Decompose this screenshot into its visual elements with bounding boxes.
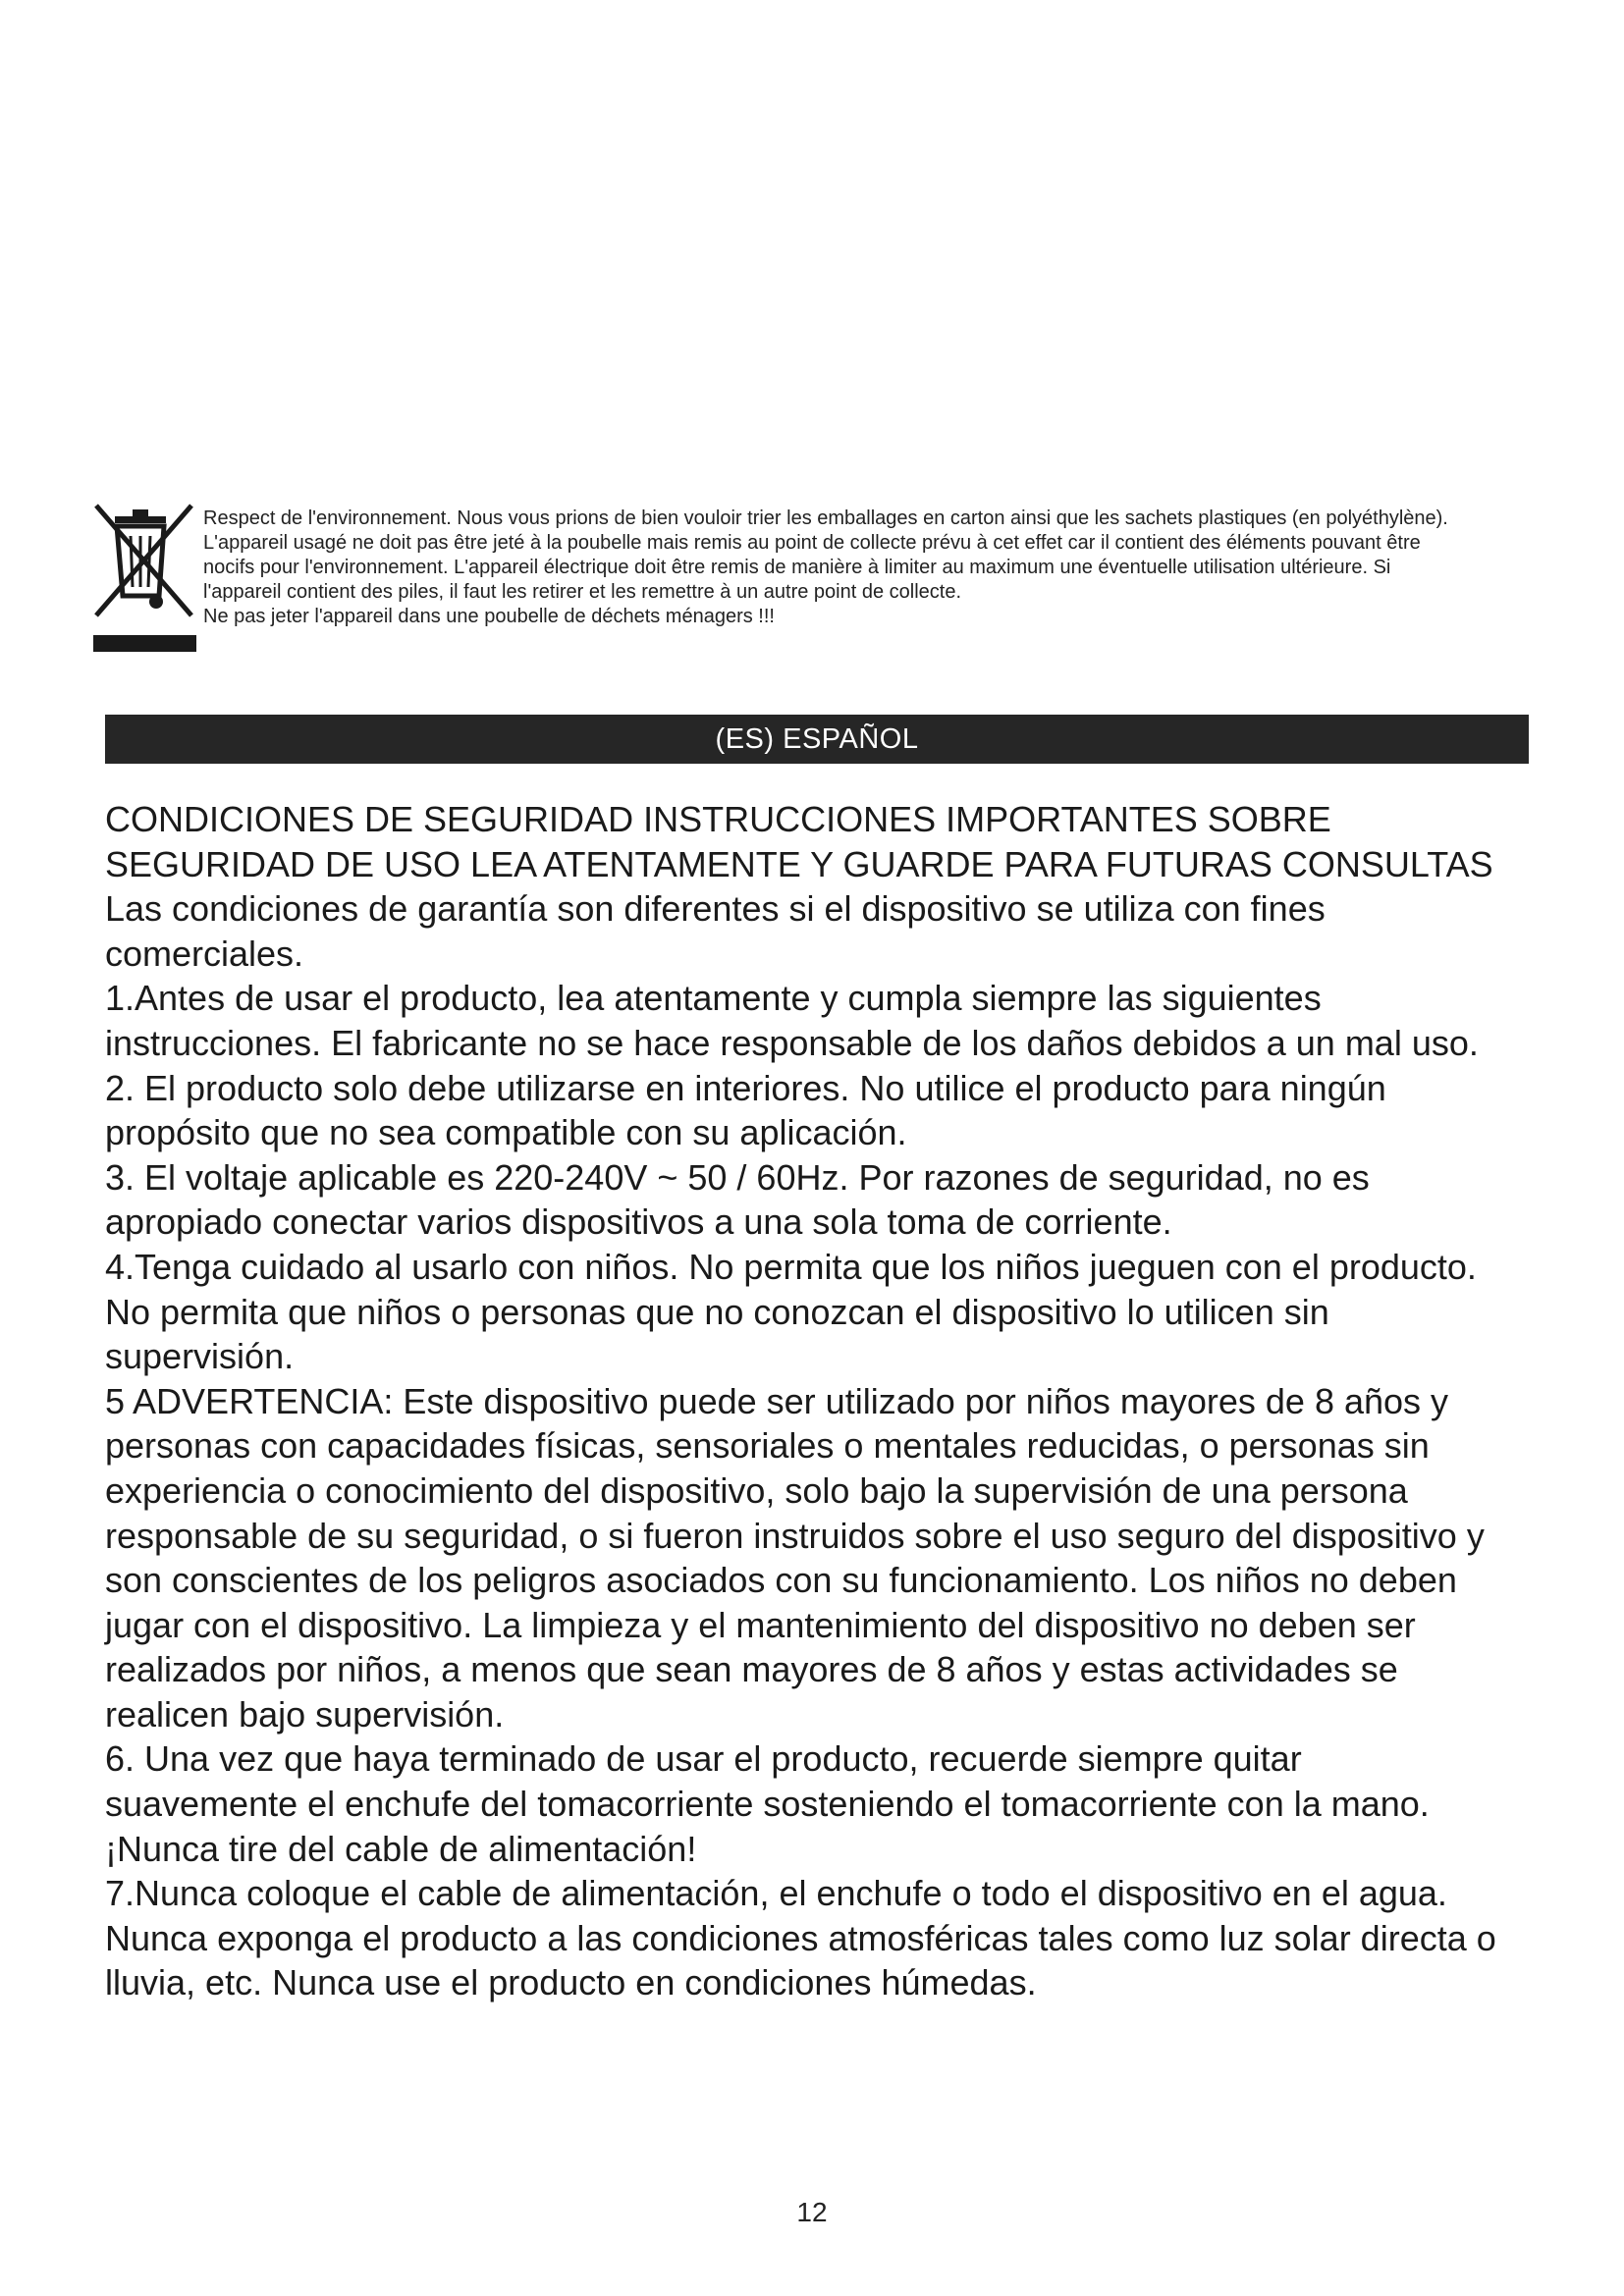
instruction-line: Nunca exponga el producto a las condiciones atmosféricas tales como luz solar directa o [105,1917,1496,1958]
instruction-line: realicen bajo supervisión. [105,1693,505,1735]
instruction-line: propósito que no sea compatible con su aplicación. [105,1112,907,1153]
env-line: Respect de l'environnement. Nous vous prions de bien vouloir trier les emballages en carton ainsi que les sachets plastiques (en polyéthylène). [203,507,1448,529]
instruction-line: suavemente el enchufe del tomacorriente sosteniendo el tomacorriente con la mano. [105,1784,1430,1825]
instruction-line: 6. Una vez que haya terminado de usar el producto, recuerde siempre quitar [105,1738,1302,1780]
instruction-line: comerciales. [105,933,304,974]
instruction-line: 2. El producto solo debe utilizarse en interiores. No utilice el producto para ningún [105,1067,1386,1108]
env-line: Ne pas jeter l'appareil dans une poubelle de déchets ménagers !!! [203,606,775,627]
safety-instructions [105,797,1529,2005]
safety-title-line: SEGURIDAD DE USO LEA ATENTAMENTE Y GUARDE PARA FUTURAS CONSULTAS [105,843,1493,884]
instruction-line: responsable de su seguridad, o si fueron instruidos sobre el uso seguro del dispositivo y [105,1515,1485,1556]
crossed-out-wheelie-bin-icon [93,503,196,655]
safety-title-line: CONDICIONES DE SEGURIDAD INSTRUCCIONES IMPORTANTES SOBRE [105,799,1331,839]
language-header-bar: (ES) ESPAÑOL [105,715,1529,764]
instruction-line: ¡Nunca tire del cable de alimentación! [105,1828,697,1869]
env-line: nocifs pour l'environnement. L'appareil électrique doit être remis de manière à limiter au maximum une éventuelle utilisation ultérieure. Si [203,557,1391,578]
env-line: l'appareil contient des piles, il faut les retirer et les remettre à un autre point de collecte. [203,581,962,603]
env-line: L'appareil usagé ne doit pas être jeté à la poubelle mais remis au point de collecte prévu à cet effet car il contient des éléments pouvant être [203,532,1421,554]
instruction-line: 3. El voltaje aplicable es 220-240V ~ 50 / 60Hz. Por razones de seguridad, no es [105,1156,1370,1198]
environment-notice-text [203,507,1568,629]
environment-notice [93,503,1566,669]
instruction-line: experiencia o conocimiento del dispositivo, solo bajo la supervisión de una persona [105,1469,1408,1511]
page-number: 12 [796,2197,828,2227]
instruction-line: realizados por niños, a menos que sean mayores de 8 años y estas actividades se [105,1649,1398,1690]
instruction-line: 5 ADVERTENCIA: Este dispositivo puede ser utilizado por niños mayores de 8 años y [105,1380,1449,1421]
instruction-line: jugar con el dispositivo. La limpieza y el mantenimiento del dispositivo no deben ser [105,1604,1416,1645]
instruction-line: son conscientes de los peligros asociados con su funcionamiento. Los niños no deben [105,1560,1457,1601]
instruction-line: Las condiciones de garantía son diferentes si el dispositivo se utiliza con fines [105,888,1326,930]
instruction-line: instrucciones. El fabricante no se hace responsable de los daños debidos a un mal uso. [105,1022,1479,1063]
instruction-line: personas con capacidades físicas, sensoriales o mentales reducidas, o personas sin [105,1425,1430,1467]
instruction-line: 7.Nunca coloque el cable de alimentación, el enchufe o todo el dispositivo en el agua. [105,1873,1447,1914]
instruction-line: lluvia, etc. Nunca use el producto en condiciones húmedas. [105,1962,1037,2003]
instruction-line: 1.Antes de usar el producto, lea atentamente y cumpla siempre las siguientes [105,978,1322,1019]
instruction-line: supervisión. [105,1336,295,1377]
instruction-line: No permita que niños o personas que no conozcan el dispositivo lo utilicen sin [105,1291,1329,1332]
instruction-line: apropiado conectar varios dispositivos a una sola toma de corriente. [105,1201,1172,1243]
instruction-line: 4.Tenga cuidado al usarlo con niños. No permita que los niños jueguen con el producto. [105,1246,1477,1287]
